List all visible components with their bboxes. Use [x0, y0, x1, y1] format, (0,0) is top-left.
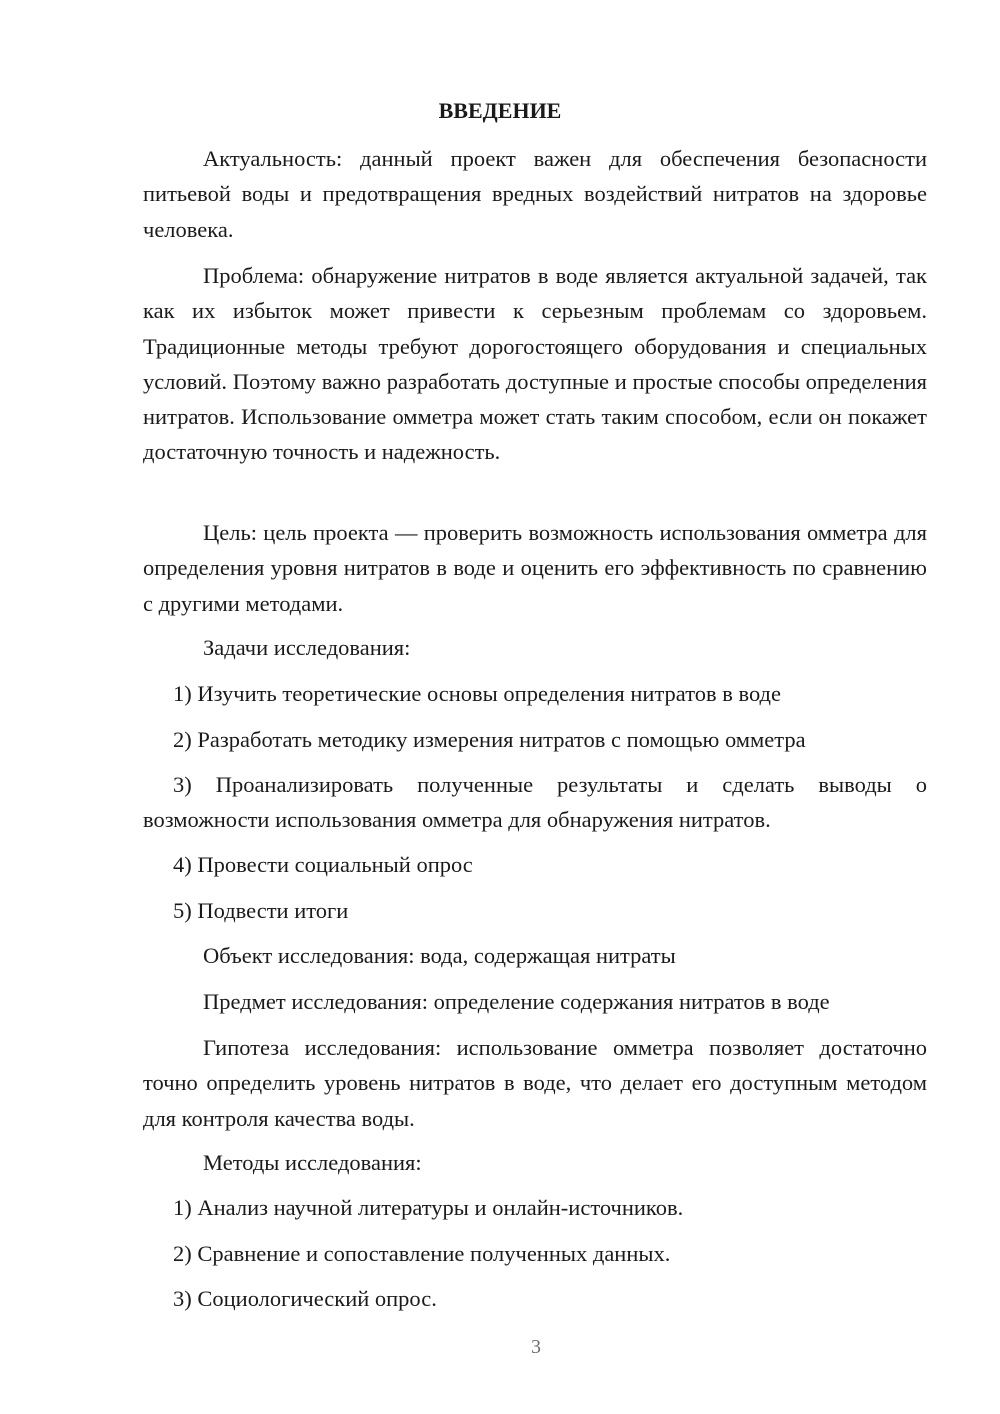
method-item-3: 3) Социологический опрос.: [173, 1286, 437, 1311]
page-number: 3: [531, 1336, 541, 1358]
task-5-block: [143, 896, 927, 926]
problem-block: [143, 258, 927, 470]
task-item-1: 1) Изучить теоретические основы определения нитратов в воде: [173, 681, 781, 706]
object-block: [143, 941, 927, 971]
task-item-4: 4) Провести социальный опрос: [173, 852, 473, 877]
method-2-block: [143, 1239, 927, 1269]
method-item-2: 2) Сравнение и сопоставление полученных данных.: [173, 1241, 671, 1266]
research-subject: Предмет исследования: определение содержания нитратов в воде: [203, 989, 830, 1014]
method-3-block: [143, 1284, 927, 1314]
subject-block: [143, 987, 927, 1017]
research-object: Объект исследования: вода, содержащая нитраты: [203, 943, 676, 968]
task-3-block: [143, 767, 927, 838]
tasks-heading-block: [143, 633, 927, 663]
hypothesis-paragraph: Гипотеза исследования: использование омметра позволяет достаточно точно определить уровень нитратов в воде, что делает его доступным методом для контроля качества воды.: [143, 1035, 927, 1131]
tasks-heading: Задачи исследования:: [203, 635, 411, 660]
goal-block: [143, 515, 927, 621]
page-title: ВВЕДЕНИЕ: [438, 98, 562, 123]
methods-heading-block: [143, 1148, 927, 1178]
task-2-block: [143, 725, 927, 755]
task-4-block: [143, 850, 927, 880]
method-item-1: 1) Анализ научной литературы и онлайн-источников.: [173, 1195, 684, 1220]
task-item-5: 5) Подвести итоги: [173, 898, 349, 923]
relevance-paragraph: Актуальность: данный проект важен для обеспечения безопасности питьевой воды и предотвращения вредных воздействий нитратов на здоровье человека.: [143, 146, 927, 242]
hypothesis-block: [143, 1030, 927, 1136]
goal-paragraph: Цель: цель проекта — проверить возможность использования омметра для определения уровня нитратов в воде и оценить его эффективность по сравнению с другими методами.: [143, 520, 927, 616]
task-1-block: [143, 679, 927, 709]
task-item-2: 2) Разработать методику измерения нитратов с помощью омметра: [173, 727, 806, 752]
relevance-block: [143, 141, 927, 247]
task-item-3: 3) Проанализировать полученные результаты и сделать выводы о возможности использования омметра для обнаружения нитратов.: [143, 772, 927, 833]
problem-paragraph: Проблема: обнаружение нитратов в воде является актуальной задачей, так как их избыток может привести к серьезным проблемам со здоровьем. Традиционные методы требуют дорогостоящего оборудования и специальных условий. Поэтому важно разработать доступные и простые способы определения нитратов. Использование омметра может стать таким способом, если он покажет достаточную точность и надежность.: [143, 263, 927, 465]
methods-heading: Методы исследования:: [203, 1150, 422, 1175]
method-1-block: [143, 1193, 927, 1223]
